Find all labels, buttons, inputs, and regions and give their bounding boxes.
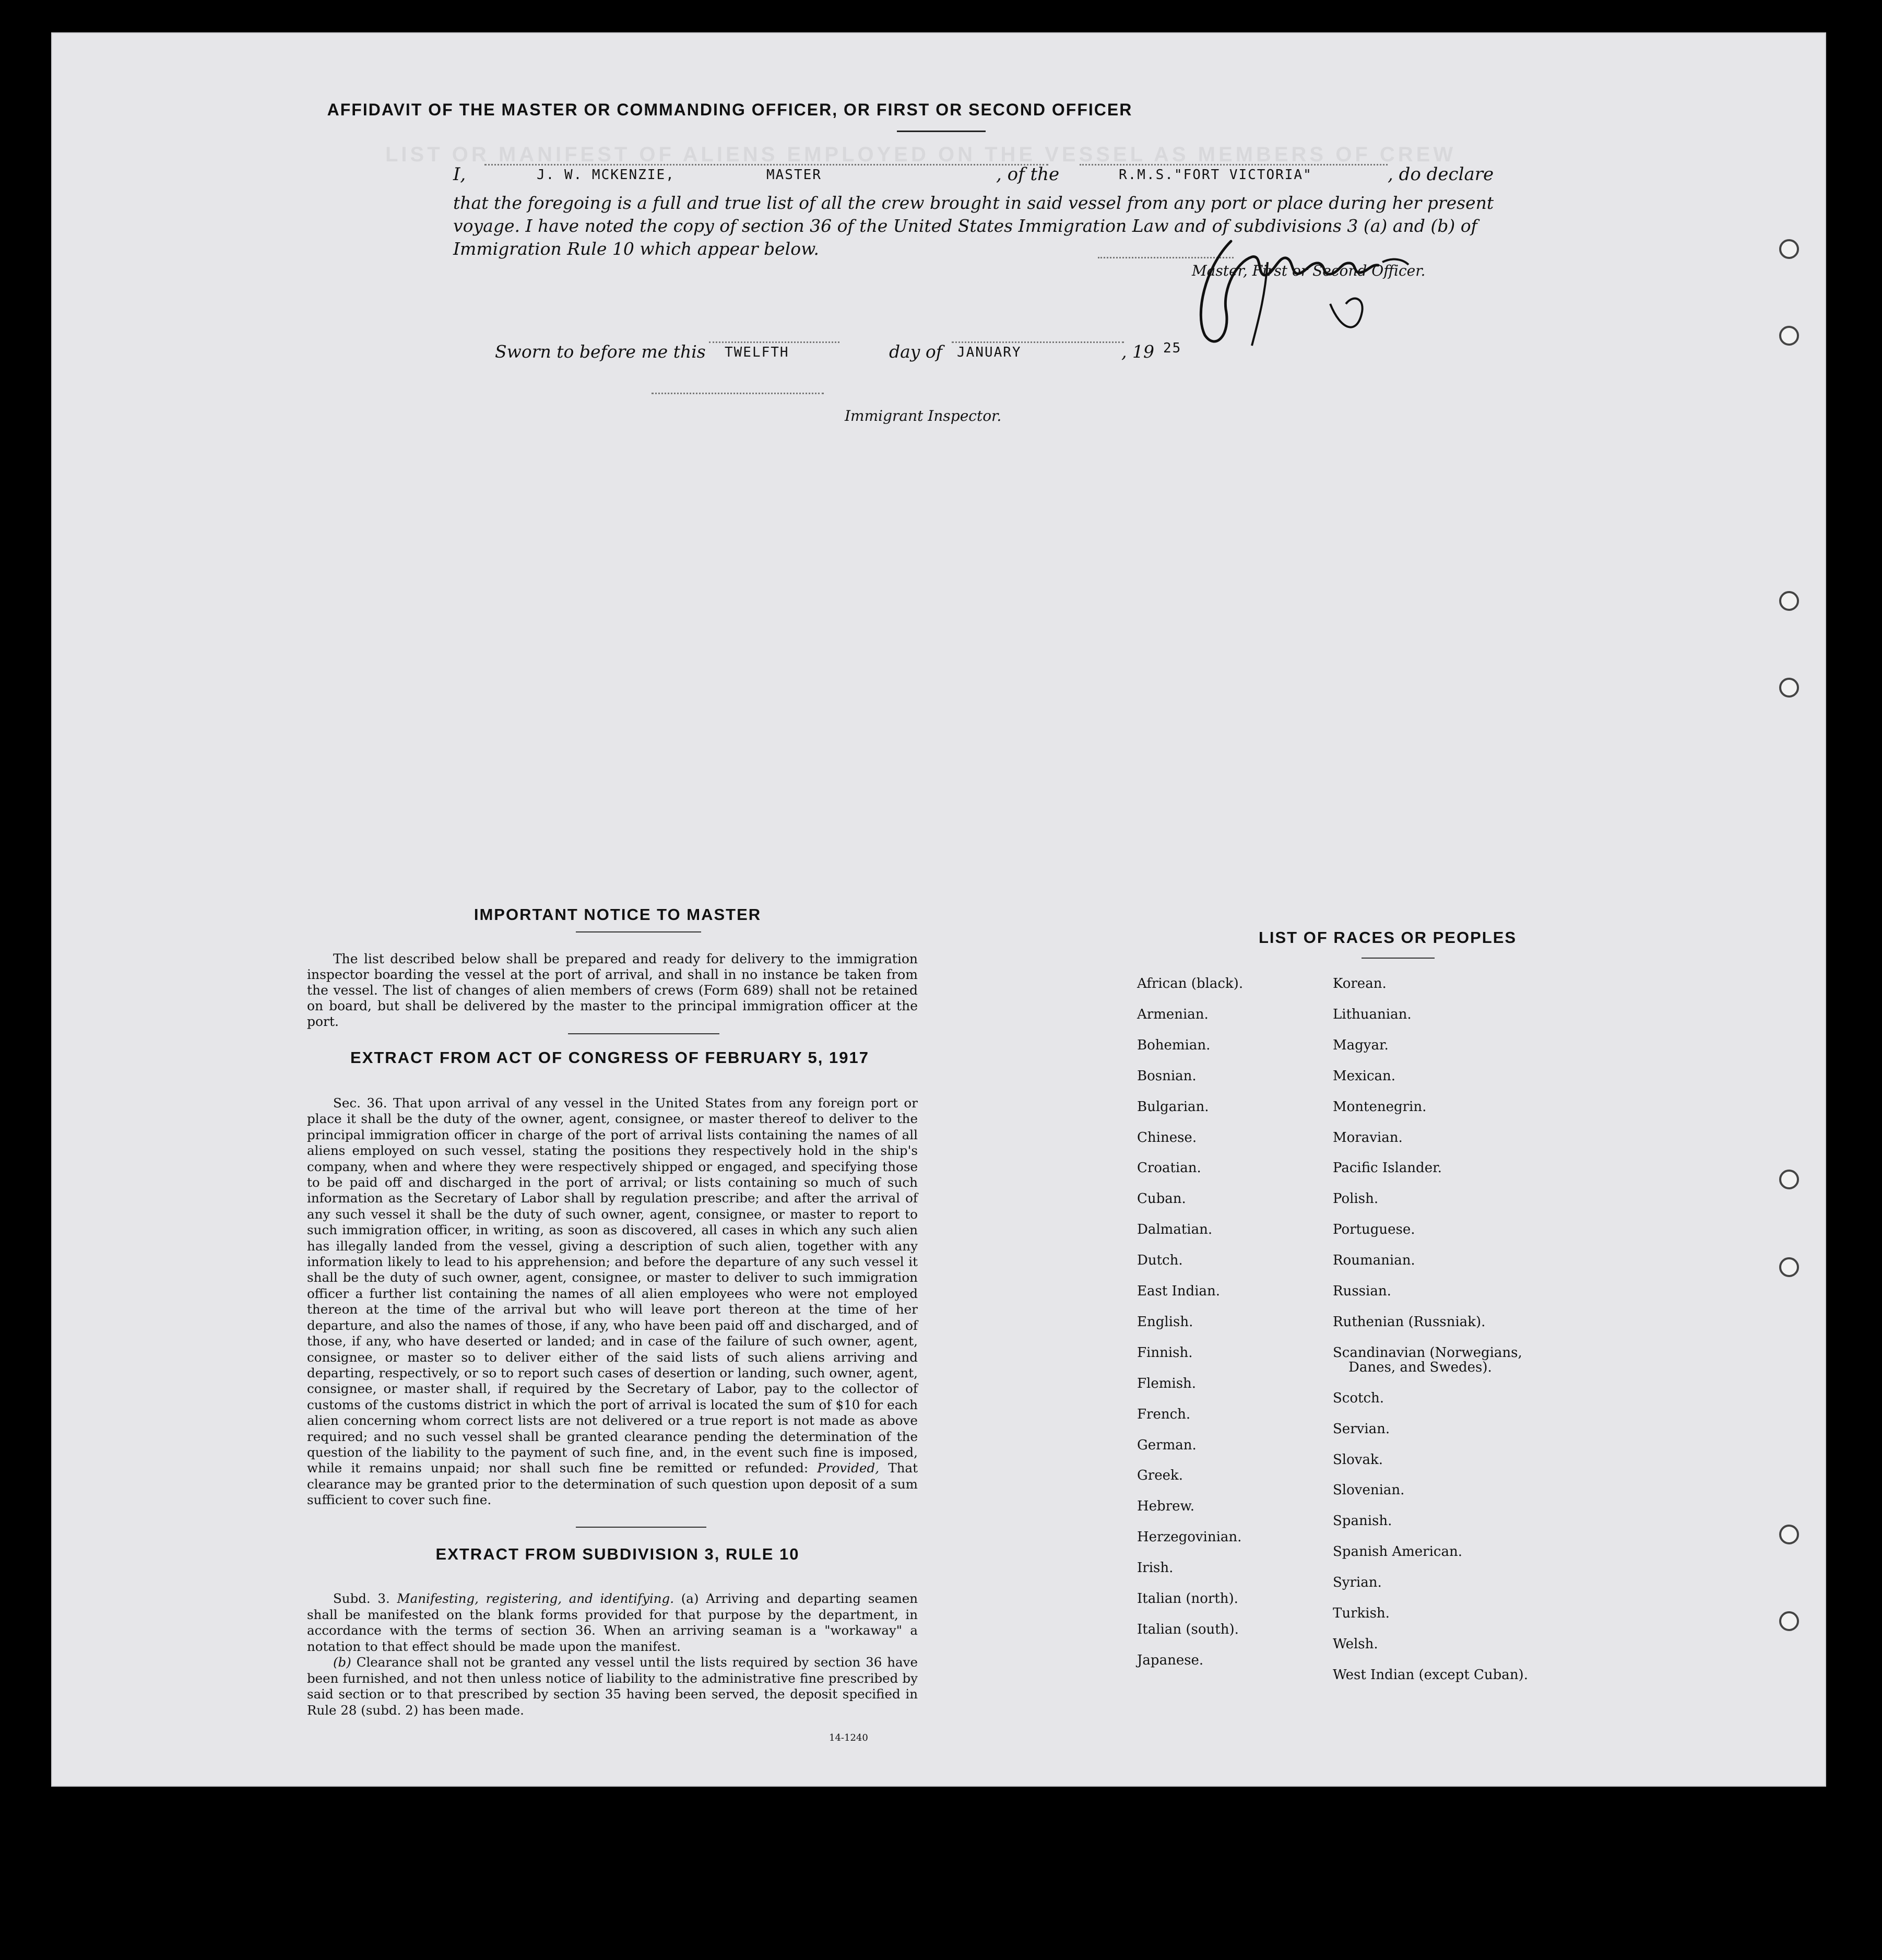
i-label: I, bbox=[453, 164, 466, 185]
races-divider bbox=[1362, 958, 1435, 959]
race-item: Hebrew. bbox=[1137, 1498, 1194, 1515]
binder-hole bbox=[1779, 1525, 1799, 1544]
race-item: French. bbox=[1137, 1406, 1191, 1422]
race-item: Croatian. bbox=[1137, 1160, 1201, 1176]
title-divider bbox=[897, 131, 986, 132]
para-a-text: Arriving and departing seamen shall be manifested on the blank forms provided for that purpose by the department, in accordance with the terms of section 36. When an arriving seaman is a "workaway" a notation to that effect should be made upon the manifest. bbox=[307, 1591, 918, 1654]
race-item: Russian. bbox=[1333, 1283, 1391, 1299]
race-item: Japanese. bbox=[1137, 1652, 1204, 1668]
inspector-signature-line bbox=[652, 393, 824, 394]
race-item: Scandinavian (Norwegians, bbox=[1333, 1344, 1522, 1361]
binder-hole bbox=[1779, 678, 1799, 698]
notice-body: The list described below shall be prepared and ready for delivery to the immigration inspector boarding the vessel at the port of arrival, and shall in no instance be taken from the vessel. The list of changes of alien members of crews (Form 689) shall not be retained on board, but shall be delivered by the master to the principal immigration officer at the port. bbox=[307, 951, 918, 1029]
binder-hole bbox=[1779, 239, 1799, 259]
race-item: Dutch. bbox=[1137, 1253, 1183, 1269]
notice-divider bbox=[576, 931, 701, 932]
declaration-line bbox=[453, 164, 1539, 189]
race-item: Spanish American. bbox=[1333, 1544, 1463, 1560]
race-item: Flemish. bbox=[1137, 1375, 1197, 1391]
binder-hole bbox=[1779, 1611, 1799, 1631]
sworn-prefix: Sworn to before me this bbox=[495, 341, 706, 362]
race-item: Slovenian. bbox=[1333, 1482, 1405, 1498]
race-item: Bosnian. bbox=[1137, 1068, 1197, 1084]
race-item: African (black). bbox=[1137, 976, 1244, 991]
race-item: Spanish. bbox=[1333, 1513, 1392, 1529]
race-item: Turkish. bbox=[1333, 1605, 1390, 1621]
race-item: Chinese. bbox=[1137, 1129, 1197, 1146]
form-number: 14-1240 bbox=[829, 1732, 868, 1743]
race-item: Roumanian. bbox=[1333, 1253, 1415, 1269]
subd-heading: Manifesting, registering, and identifying. bbox=[397, 1591, 674, 1606]
race-item: East Indian. bbox=[1137, 1283, 1221, 1299]
section-36-body: That upon arrival of any vessel in the United States from any foreign port or place it shall be the duty of the owner, agent, consignee, or master thereof to deliver to the principal immigration officer in charge of the port of arrival lists containing the names of all aliens employed on such vessel, stating the positions they respectively hold in the ship's company, when and where they were respectively shipped or engaged, and specifying those to be paid off and discharged in the port of arrival; or lists containing so much of such information as the Secretary of Labor shall by regulation prescribe; and after the arrival of any such vessel it shall be the duty of such owner, agent, consignee, or master to report to such immigration officer, in writing, as soon as discovered, all cases in which any such alien has illegally landed from the vessel, giving a description of such alien, together with any information likely to lead to his apprehension; and before the departure of any such vessel it shall be the duty of such owner, agent, consignee, or master to deliver to such immigration officer a further list containing the names of all alien employees who were not employed thereon at the time of the arrival but who will leave port thereon at the time of her departure, and also the names of those, if any, who have been paid off and discharged, and of those, if any, who have deserted or landed; and in case of the failure of such owner, agent, consignee, or master so to deliver either of the said lists of such aliens arriving and departing, respectively, or so to report such cases of desertion or landing, such owner, agent, consignee, or master shall, if required by the Secretary of Labor, pay to the collector of customs of the customs district in which the port of arrival is located the sum of $10 for each alien concerning whom correct lists are not delivered or a true report is not made as above required; and no such vessel shall be granted clearance pending the determination of the question of the liability to the payment of such fine, and, in the event such fine is imposed, while it remains unpaid; nor shall such fine be remitted or refunded: bbox=[307, 1095, 918, 1476]
race-item: Scotch. bbox=[1333, 1390, 1384, 1406]
section-divider bbox=[568, 1033, 719, 1034]
race-item: Portuguese. bbox=[1333, 1222, 1415, 1238]
race-item: Servian. bbox=[1333, 1421, 1390, 1437]
vessel-name-field: R.M.S."FORT VICTORIA" bbox=[1119, 167, 1312, 183]
provided-word: Provided, bbox=[817, 1460, 880, 1476]
race-item: Korean. bbox=[1333, 976, 1387, 991]
bleed-through-text: LIST OR MANIFEST OF ALIENS EMPLOYED ON THE VESSEL AS MEMBERS OF CREW bbox=[385, 143, 1457, 166]
race-item: Italian (south). bbox=[1137, 1621, 1239, 1637]
race-item: Bohemian. bbox=[1137, 1037, 1211, 1053]
name-blank-dots bbox=[484, 164, 1048, 166]
section-divider-2 bbox=[576, 1527, 706, 1528]
section-label: Sec. 36. bbox=[333, 1095, 387, 1111]
race-item: Syrian. bbox=[1333, 1575, 1382, 1591]
race-item: West Indian (except Cuban). bbox=[1333, 1667, 1528, 1683]
race-item: Moravian. bbox=[1333, 1129, 1403, 1146]
sworn-day-field: TWELFTH bbox=[725, 345, 789, 360]
race-item: Lithuanian. bbox=[1333, 1006, 1412, 1022]
officer-signature bbox=[1174, 226, 1445, 361]
affidavit-body: that the foregoing is a full and true list of all the crew brought in said vessel from any port or place during her present voyage. I have noted the copy of section 36 of the United States Immigration Law and of subdivisions 3 (a) and (b) of Immigration Rule 10 which appear below. bbox=[453, 193, 1494, 259]
race-item: Slovak. bbox=[1333, 1451, 1383, 1468]
section-36-body-end: That clearance may be granted prior to the determination of such question upon deposit of a sum sufficient to cover such fine. bbox=[307, 1460, 918, 1508]
race-item: Herzegovinian. bbox=[1137, 1529, 1242, 1545]
binder-hole bbox=[1779, 1257, 1799, 1277]
affidavit-title: AFFIDAVIT OF THE MASTER OR COMMANDING OFFICER, OR FIRST OR SECOND OFFICER bbox=[327, 100, 1133, 119]
race-item: Welsh. bbox=[1333, 1636, 1378, 1652]
section-36-text bbox=[307, 1095, 918, 1508]
subd-label: Subd. 3. bbox=[333, 1591, 390, 1606]
month-blank-dots bbox=[952, 341, 1124, 343]
officer-rank-field: MASTER bbox=[766, 167, 822, 183]
sworn-line bbox=[495, 341, 1226, 368]
document-sheet bbox=[51, 32, 1826, 1787]
binder-hole bbox=[1779, 591, 1799, 611]
signature-caption: Master, First or Second Officer. bbox=[1192, 262, 1426, 279]
do-declare-label: , do declare bbox=[1388, 164, 1494, 185]
extract-act-title: EXTRACT FROM ACT OF CONGRESS OF FEBRUARY 5, 1917 bbox=[350, 1048, 869, 1067]
notice-title: IMPORTANT NOTICE TO MASTER bbox=[474, 905, 762, 924]
para-a-label: (a) bbox=[681, 1591, 699, 1606]
sworn-year-field: 25 bbox=[1163, 340, 1182, 356]
binder-hole bbox=[1779, 326, 1799, 346]
day-blank-dots bbox=[709, 341, 839, 343]
officer-name-field: J. W. MCKENZIE, bbox=[537, 167, 675, 183]
sworn-month-field: JANUARY bbox=[957, 345, 1022, 360]
race-item: Bulgarian. bbox=[1137, 1099, 1209, 1115]
vessel-blank-dots bbox=[1080, 164, 1388, 166]
race-item: Polish. bbox=[1333, 1191, 1379, 1207]
race-item: Armenian. bbox=[1137, 1006, 1209, 1022]
race-item: Italian (north). bbox=[1137, 1591, 1238, 1607]
extract-rule-title: EXTRACT FROM SUBDIVISION 3, RULE 10 bbox=[435, 1545, 800, 1563]
race-item: German. bbox=[1137, 1437, 1197, 1453]
day-of-label: day of bbox=[889, 341, 943, 362]
race-item: Dalmatian. bbox=[1137, 1222, 1213, 1238]
race-item: Cuban. bbox=[1137, 1191, 1186, 1207]
race-item: English. bbox=[1137, 1314, 1193, 1330]
race-item: Irish. bbox=[1137, 1560, 1174, 1576]
inspector-caption: Immigrant Inspector. bbox=[845, 407, 1002, 424]
subdivision-3-text bbox=[307, 1591, 918, 1718]
races-title: LIST OF RACES OR PEOPLES bbox=[1258, 928, 1517, 947]
race-item: Finnish. bbox=[1137, 1344, 1193, 1361]
race-item: Ruthenian (Russniak). bbox=[1333, 1314, 1486, 1330]
para-b-label: (b) bbox=[333, 1655, 351, 1670]
race-item: Pacific Islander. bbox=[1333, 1160, 1442, 1176]
race-item: Mexican. bbox=[1333, 1068, 1396, 1084]
race-item: Greek. bbox=[1137, 1468, 1183, 1484]
para-b-text: Clearance shall not be granted any vessel until the lists required by section 36 have been furnished, and not then unless notice of liability to the administrative fine prescribed by said section or to that prescribed by section 35 having been served, the deposit specified in Rule 28 (subd. 2) has been made. bbox=[307, 1655, 918, 1718]
binder-hole bbox=[1779, 1170, 1799, 1189]
of-the-label: , of the bbox=[996, 164, 1060, 185]
race-item: Magyar. bbox=[1333, 1037, 1389, 1053]
year-prefix: , 19 bbox=[1121, 341, 1154, 362]
race-item: Danes, and Swedes). bbox=[1348, 1359, 1492, 1375]
race-item: Montenegrin. bbox=[1333, 1099, 1427, 1115]
